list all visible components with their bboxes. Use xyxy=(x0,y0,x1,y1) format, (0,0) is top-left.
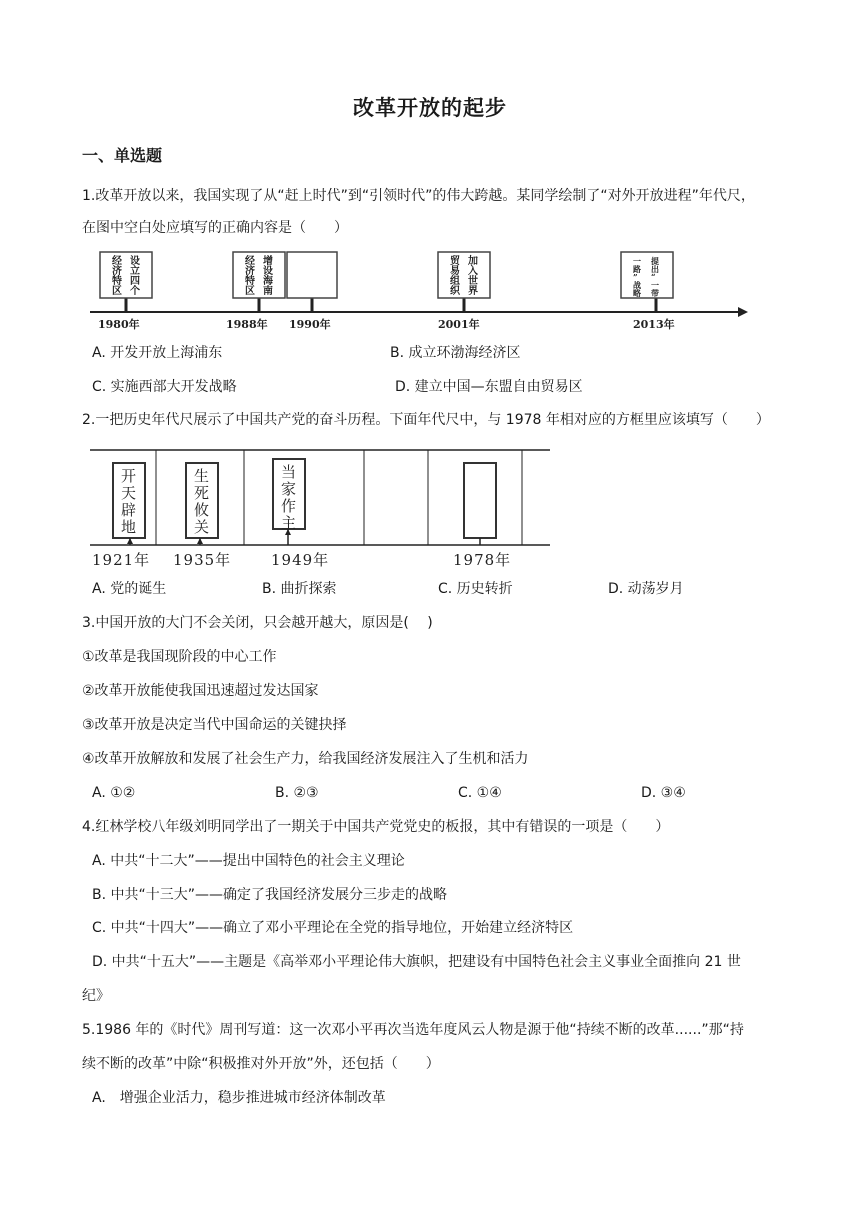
q1-timeline-year-label: 1988年 xyxy=(226,318,268,331)
q1-timeline-box-text: 经济特区增设海南 xyxy=(245,256,273,297)
section-heading: 一、单选题 xyxy=(82,146,163,165)
q1-option-d[interactable]: D. 建立中国—东盟自由贸易区 xyxy=(395,379,583,395)
q2-timeline-box-char: 死 xyxy=(194,484,210,502)
q1-option-b[interactable]: B. 成立环渤海经济区 xyxy=(390,345,521,361)
q5-option-a[interactable]: A. 增强企业活力，稳步推进城市经济体制改革 xyxy=(92,1090,386,1106)
q1-timeline-box xyxy=(621,252,673,298)
q2-option-b[interactable]: B. 曲折探索 xyxy=(262,581,337,597)
q2-timeline-year-label: 1978年 xyxy=(453,551,512,569)
q3-item-1: ①改革是我国现阶段的中心工作 xyxy=(82,649,277,665)
q1-option-c[interactable]: C. 实施西部大开发战略 xyxy=(92,379,237,395)
q2-option-c[interactable]: C. 历史转折 xyxy=(438,581,513,597)
q4-stem: 4.红林学校八年级刘明同学出了一期关于中国共产党党史的板报，其中有错误的一项是（ ） xyxy=(82,819,670,835)
q2-timeline-year-label: 1921年 xyxy=(92,551,151,569)
q5-stem-line1: 5.1986 年的《时代》周刊写道：这一次邓小平再次当选年度风云人物是源于他“持续不断的改革......”那“持 xyxy=(82,1022,744,1038)
q2-timeline-box-char: 地 xyxy=(121,518,137,536)
q2-timeline-box-char: 生 xyxy=(194,467,210,485)
q4-option-c[interactable]: C. 中共“十四大”——确立了邓小平理论在全党的指导地位，开始建立经济特区 xyxy=(92,920,574,936)
q1-timeline-box-text: 经济特区设立四个 xyxy=(112,256,140,297)
q1-timeline-box-text: 贸易组织加入世界 xyxy=(450,256,478,297)
q2-timeline-figure xyxy=(88,445,558,570)
q1-timeline-figure xyxy=(88,250,748,335)
q3-option-d[interactable]: D. ③④ xyxy=(641,785,686,801)
q3-stem: 3.中国开放的大门不会关闭，只会越开越大，原因是( ) xyxy=(82,615,433,631)
q4-option-b[interactable]: B. 中共“十三大”——确定了我国经济发展分三步走的战略 xyxy=(92,887,448,903)
q2-timeline-box-char: 主 xyxy=(281,514,297,532)
q2-option-a[interactable]: A. 党的诞生 xyxy=(92,581,167,597)
q2-timeline-box-char: 辟 xyxy=(121,501,137,519)
q1-timeline-box xyxy=(438,252,490,298)
q2-stem: 2.一把历史年代尺展示了中国共产党的奋斗历程。下面年代尺中，与 1978 年相对应的方框里应该填写（ ） xyxy=(82,412,770,428)
q1-timeline-box-text: 一路”战略提出“一带 xyxy=(633,256,659,298)
q2-timeline-box-char: 攸 xyxy=(194,501,210,519)
q1-stem-line2: 在图中空白处应填写的正确内容是（ ） xyxy=(82,220,348,236)
q3-item-4: ④改革开放解放和发展了社会生产力，给我国经济发展注入了生机和活力 xyxy=(82,751,529,767)
q4-option-a[interactable]: A. 中共“十二大”——提出中国特色的社会主义理论 xyxy=(92,853,405,869)
q1-timeline-box xyxy=(233,252,285,298)
q2-option-d[interactable]: D. 动荡岁月 xyxy=(608,581,684,597)
q2-timeline-year-label: 1935年 xyxy=(173,551,232,569)
q3-option-a[interactable]: A. ①② xyxy=(92,785,136,801)
q2-timeline-year-label: 1949年 xyxy=(271,551,330,569)
q2-timeline-box xyxy=(464,463,496,538)
q2-timeline-box-char: 天 xyxy=(121,484,137,502)
q1-timeline-box xyxy=(287,252,337,298)
page-title: 改革开放的起步 xyxy=(353,96,507,120)
q3-item-2: ②改革开放能使我国迅速超过发达国家 xyxy=(82,683,319,699)
q3-option-b[interactable]: B. ②③ xyxy=(275,785,319,801)
q1-stem-line1: 1.改革开放以来，我国实现了从“赶上时代”到“引领时代”的伟大跨越。某同学绘制了“对外开放进程”年代尺， xyxy=(82,188,755,204)
q1-timeline-arrow xyxy=(738,307,748,317)
q2-timeline-box-char: 开 xyxy=(121,467,137,485)
q3-item-3: ③改革开放是决定当代中国命运的关键抉择 xyxy=(82,717,347,733)
q2-timeline-box-char: 关 xyxy=(194,518,210,536)
q5-stem-line2: 续不断的改革”中除“积极推对外开放”外，还包括（ ） xyxy=(82,1056,440,1072)
q1-option-a[interactable]: A. 开发开放上海浦东 xyxy=(92,345,223,361)
q1-timeline-year-label: 1990年 xyxy=(289,318,331,331)
q2-timeline-box-char: 家 xyxy=(281,480,297,498)
q4-option-d[interactable]: D. 中共“十五大”——主题是《高举邓小平理论伟大旗帜，把建设有中国特色社会主义事业全面推向 21 世 xyxy=(92,954,741,970)
q3-option-c[interactable]: C. ①④ xyxy=(458,785,502,801)
q4-option-d-continued: 纪》 xyxy=(82,988,110,1004)
q1-timeline-box xyxy=(100,252,152,298)
q2-timeline-box-char: 作 xyxy=(281,497,297,515)
q1-timeline-year-label: 2013年 xyxy=(633,318,675,331)
q1-timeline-year-label: 1980年 xyxy=(98,318,140,331)
q2-timeline-box-char: 当 xyxy=(281,463,297,481)
q1-timeline-year-label: 2001年 xyxy=(438,318,480,331)
